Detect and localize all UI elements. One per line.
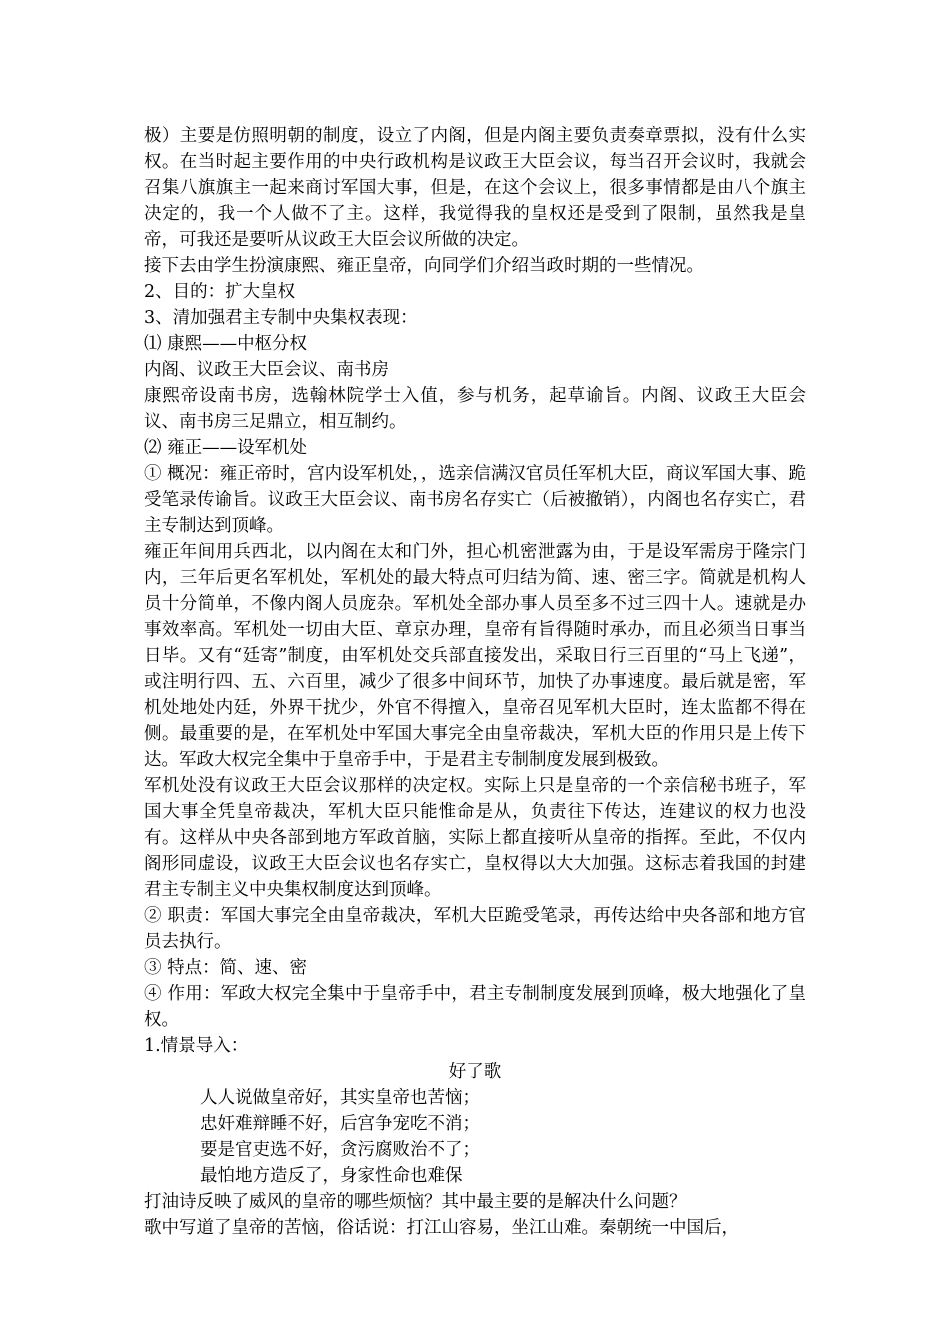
paragraph-south-study: 康熙帝设南书房，选翰林院学士入值，参与机务，起草谕旨。内阁、议政王大臣会议、南书房三足鼎立，相互制约。 (144, 386, 806, 432)
paragraph-purpose: 2、目的：扩大皇权 (144, 282, 296, 302)
paragraph-overview: ① 概况：雍正帝时，宫内设军机处，，选亲信满汉官员任军机大臣，商议军国大事、跪受笔录传谕旨。议政王大臣会议、南书房名存实亡（后被撤销），内阁也名存实亡，君主专制达到顶峰。 (144, 464, 806, 536)
paragraph-yongzheng-heading: ⑵ 雍正——设军机处 (144, 438, 308, 458)
poem-line: 忠奸难辩睡不好，后宫争宠吃不消； (200, 1114, 480, 1134)
paragraph-three-organs: 内阁、议政王大臣会议、南书房 (144, 360, 389, 380)
paragraph-grand-council-power: 军机处没有议政王大臣会议那样的决定权。实际上只是皇帝的一个亲信秘书班子，军国大事全凭皇帝裁决，军机大臣只能惟命是从，负责往下传达，连建议的权力也没有。这样从中央各部到地方军政首脑，实际上都直接听从皇帝的指挥。至此，不仅内阁形同虚设，议政王大臣会议也名存实亡，皇权得以大大加强。这标志着我国的封建君主专制主义中央集权制度达到顶峰。 (144, 776, 806, 900)
poem-title: 好了歌 (448, 1062, 502, 1082)
paragraph-features: ③ 特点：简、速、密 (144, 958, 308, 978)
poem-line: 最怕地方造反了，身家性命也难保 (200, 1166, 463, 1186)
paragraph-grand-council-history: 雍正年间用兵西北，以内阁在太和门外，担心机密泄露为由，于是设军需房于隆宗门内，三年后更名军机处，军机处的最大特点可归结为简、速、密三字。简就是机构人员十分简单，不像内阁人员庞杂。军机处全部办事人员至多不过三四十人。速就是办事效率高。军机处一切由大臣、章京办理，皇帝有旨得随时承办，而且必须当日事当日毕。又有“廷寄”制度，由军机处交兵部直接发出，采取日行三百里的“马上飞递”，或注明行四、五、六百里，减少了很多中间环节，加快了办事速度。最后就是密，军机处地处内廷，外界干扰少，外官不得擅入，皇帝召见军机大臣时，连太监都不得在侧。最重要的是，在军机处中军国大事完全由皇帝裁决，军机大臣的作用只是上传下达。军政大权完全集中于皇帝手中，于是君主专制制度发展到极致。 (144, 542, 806, 770)
poem-line: 人人说做皇帝好，其实皇帝也苦恼； (200, 1088, 480, 1108)
document-page (144, 123, 806, 1241)
paragraph-role-play: 接下去由学生扮演康熙、雍正皇帝，向同学们介绍当政时期的一些情况。 (144, 256, 704, 276)
paragraph-effect: ④ 作用：军政大权完全集中于皇帝手中，君主专制制度发展到顶峰，极大地强化了皇权。 (144, 984, 806, 1030)
poem-line: 要是官吏选不好，贪污腐败治不了； (200, 1140, 480, 1160)
paragraph-scene-intro: 1.情景导入： (144, 1036, 249, 1056)
paragraph-answer: 歌中写道了皇帝的苦恼，俗话说：打江山容易，坐江山难。秦朝统一中国后， (144, 1218, 739, 1238)
paragraph-question: 打油诗反映了威风的皇帝的哪些烦恼？其中最主要的是解决什么问题？ (144, 1192, 687, 1212)
paragraph-kangxi-speech: 极）主要是仿照明朝的制度，设立了内阁，但是内阁主要负责奏章票拟，没有什么实权。在当时起主要作用的中央行政机构是议政王大臣会议，每当召开会议时，我就会召集八旗旗主一起来商讨军国大事，但是，在这个会议上，很多事情都是由八个旗主决定的，我一个人做不了主。这样，我觉得我的皇权还是受到了限制，虽然我是皇帝，可我还是要听从议政王大臣会议所做的决定。 (144, 126, 806, 250)
paragraph-manifestations: 3、清加强君主专制中央集权表现： (144, 308, 418, 328)
paragraph-kangxi-heading: ⑴ 康熙——中枢分权 (144, 334, 308, 354)
paragraph-duties: ② 职责：军国大事完全由皇帝裁决，军机大臣跪受笔录，再传达给中央各部和地方官员去执行。 (144, 906, 806, 952)
